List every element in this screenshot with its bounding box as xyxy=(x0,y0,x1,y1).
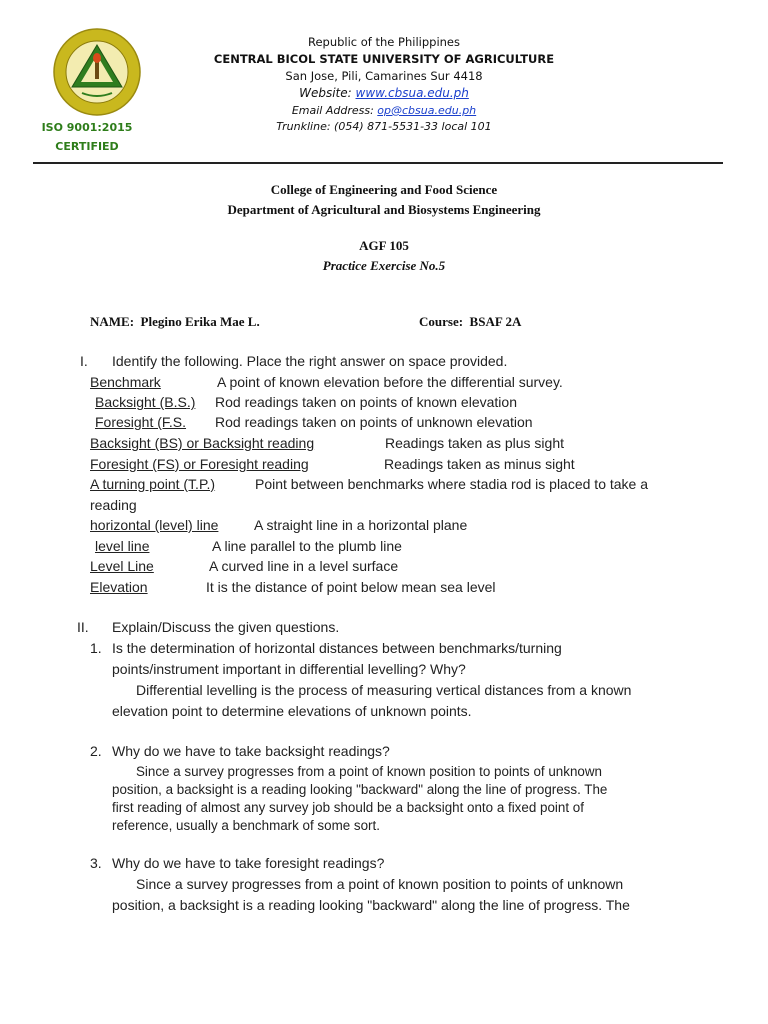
website-line xyxy=(180,86,588,100)
answer-2-line-1: Since a survey progresses from a point of known position to points of unknown xyxy=(136,764,602,779)
answer-benchmark: Benchmark xyxy=(90,374,161,390)
answer-level-line: Level Line xyxy=(90,558,154,574)
answer-2-line-2: position, a backsight is a reading looking "backward" along the line of progress. The xyxy=(112,782,608,797)
name-label: NAME: xyxy=(90,314,135,329)
exercise-title: Practice Exercise No.5 xyxy=(322,258,446,273)
answer-1-line-1: Differential levelling is the process of measuring vertical distances from a known xyxy=(136,682,632,698)
student-name-line xyxy=(90,314,260,330)
definition-plumb-line: A line parallel to the plumb line xyxy=(212,538,402,554)
answer-1-line-2: elevation point to determine elevations of unknown points. xyxy=(112,703,472,719)
answer-backsight-reading: Backsight (BS) or Backsight reading xyxy=(90,435,315,451)
email-link[interactable]: op@cbsua.edu.ph xyxy=(377,104,477,117)
part1-numeral: I. xyxy=(80,353,88,369)
student-course-line xyxy=(419,314,521,330)
student-name: Plegino Erika Mae L. xyxy=(140,314,260,329)
definition-turning-point: Point between benchmarks where stadia rod is placed to take a xyxy=(255,476,649,492)
definition-turning-point-continuation: reading xyxy=(90,497,137,513)
answer-2-line-3: first reading of almost any survey job should be a backsight onto a fixed point of xyxy=(112,800,584,815)
university-seal-logo xyxy=(52,27,142,117)
answer-3-line-2: position, a backsight is a reading looking "backward" along the line of progress. The xyxy=(112,897,630,913)
email-label: Email Address: xyxy=(291,104,378,117)
definition-curved-line: A curved line in a level surface xyxy=(209,558,399,574)
definition-horizontal-line: A straight line in a horizontal plane xyxy=(254,517,468,533)
answer-backsight: Backsight (B.S.) xyxy=(95,394,196,410)
question-2-number: 2. xyxy=(90,743,102,759)
course-label: Course: xyxy=(419,314,464,329)
course-code: AGF 105 xyxy=(359,238,409,253)
definition-plus-sight: Readings taken as plus sight xyxy=(385,435,564,451)
question-3-line-1: Why do we have to take foresight readings? xyxy=(112,855,385,871)
email-line xyxy=(180,104,588,117)
university-name: CENTRAL BICOL STATE UNIVERSITY OF AGRICULTURE xyxy=(213,52,555,66)
republic-line: Republic of the Philippines xyxy=(307,35,461,49)
question-1-line-1: Is the determination of horizontal distances between benchmarks/turning xyxy=(112,640,562,656)
definition-elevation: It is the distance of point below mean sea level xyxy=(206,579,496,595)
trunkline: Trunkline: (054) 871-5531-33 local 101 xyxy=(276,120,492,133)
answer-foresight-reading: Foresight (FS) or Foresight reading xyxy=(90,456,309,472)
question-1-number: 1. xyxy=(90,640,102,656)
answer-level-line-lower: level line xyxy=(95,538,150,554)
website-label: Website: xyxy=(299,86,356,100)
part2-numeral: II. xyxy=(77,619,89,635)
definition-minus-sight: Readings taken as minus sight xyxy=(384,456,575,472)
definition-backsight: Rod readings taken on points of known elevation xyxy=(215,394,517,410)
iso-certification: ISO 9001:2015 xyxy=(41,121,133,134)
university-address: San Jose, Pili, Camarines Sur 4418 xyxy=(285,69,483,83)
part1-instruction: Identify the following. Place the right answer on space provided. xyxy=(112,353,508,369)
website-link[interactable]: www.cbsua.edu.ph xyxy=(355,86,469,100)
part2-instruction: Explain/Discuss the given questions. xyxy=(112,619,340,635)
answer-elevation: Elevation xyxy=(90,579,148,595)
definition-benchmark: A point of known elevation before the differential survey. xyxy=(217,374,563,390)
header-divider xyxy=(33,162,723,164)
answer-turning-point: A turning point (T.P.) xyxy=(90,476,216,492)
question-3-number: 3. xyxy=(90,855,102,871)
answer-foresight: Foresight (F.S. xyxy=(95,414,187,430)
answer-horizontal-line: horizontal (level) line xyxy=(90,517,219,533)
definition-foresight: Rod readings taken on points of unknown elevation xyxy=(215,414,533,430)
answer-2-line-4: reference, usually a benchmark of some sort. xyxy=(112,818,380,833)
answer-3-line-1: Since a survey progresses from a point of known position to points of unknown xyxy=(136,876,624,892)
department-title: Department of Agricultural and Biosystems Engineering xyxy=(227,202,541,217)
question-1-line-2: points/instrument important in differential levelling? Why? xyxy=(112,661,466,677)
student-course: BSAF 2A xyxy=(469,314,522,329)
question-2-line-1: Why do we have to take backsight readings? xyxy=(112,743,390,759)
iso-certified-label: CERTIFIED xyxy=(55,140,119,153)
college-title: College of Engineering and Food Science xyxy=(270,182,498,197)
